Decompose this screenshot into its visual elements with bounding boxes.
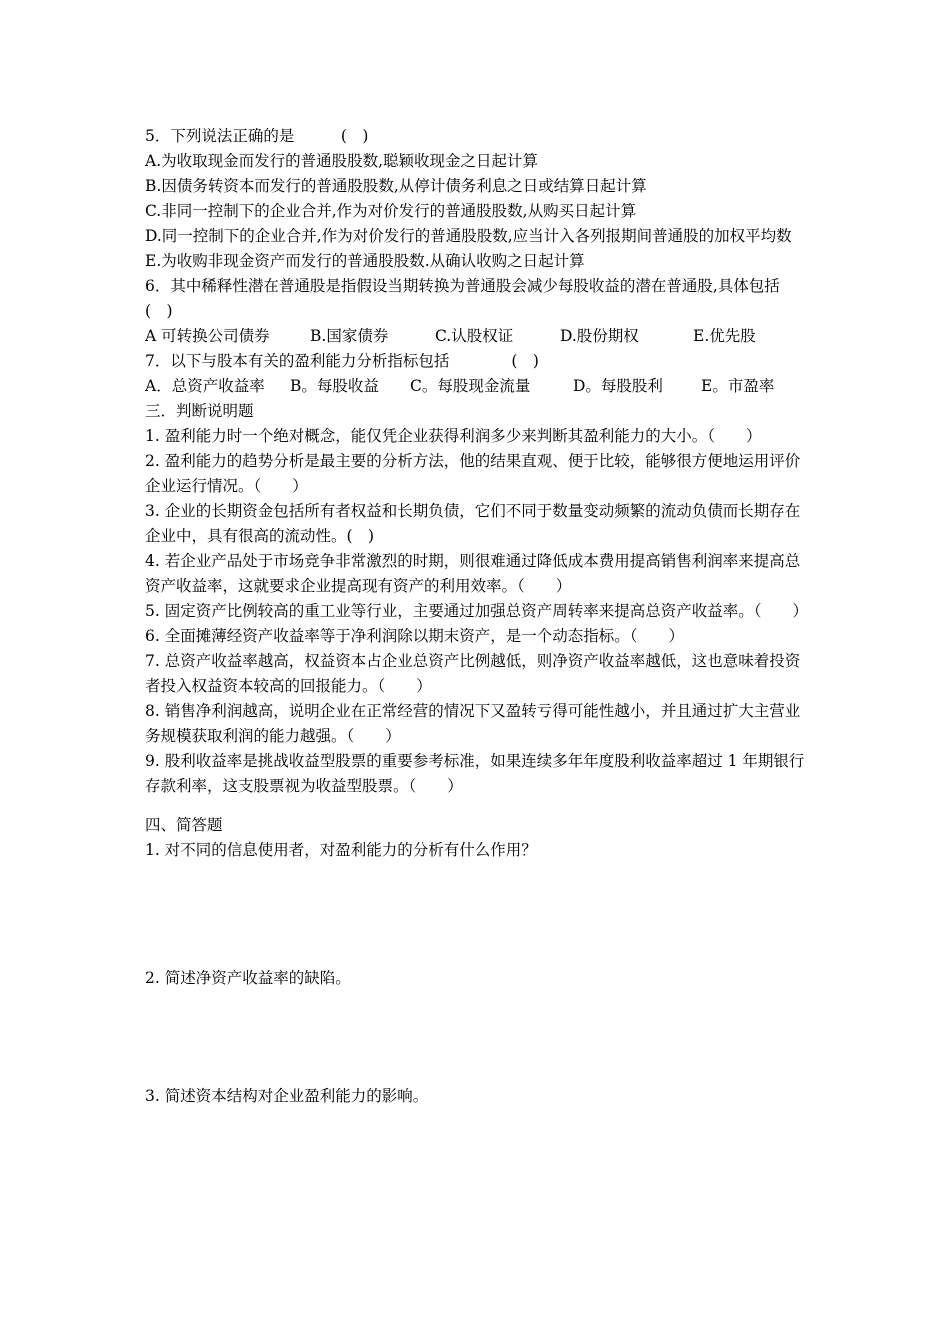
section-title: 四、简答题 [145,816,223,834]
section-short-answer [145,813,813,1109]
option-d: D。每股股利 [573,377,663,395]
section-title: 三．判断说明题 [145,402,254,420]
question-6 [145,274,813,349]
option-d: D.同一控制下的企业合并,作为对价发行的普通股股数,应当计入各列报期间普通股的加权平均数 [145,227,792,245]
option-c: C.非同一控制下的企业合并,作为对价发行的普通股股数,从购买日起计算 [145,202,637,220]
short-answer-question: 3. 简述资本结构对企业盈利能力的影响。 [145,1087,429,1105]
option-b: B.因债务转资本而发行的普通股股数,从停计债务利息之日或结算日起计算 [145,177,647,195]
question-stem: 5．下列说法正确的是 ( ) [145,127,369,145]
judgement-item: 7. 总资产收益率越高，权益资本占企业总资产比例越低，则净资产收益率越低，这也意味着投资者投入权益资本较高的回报能力。（ ） [145,652,801,695]
option-d: D.股份期权 [560,327,639,345]
option-e: E.优先股 [693,327,756,345]
judgement-item: 1. 盈利能力时一个绝对概念，能仅凭企业获得利润多少来判断其盈利能力的大小。（ ） [145,427,762,445]
short-answer-question: 1. 对不同的信息使用者，对盈利能力的分析有什么作用？ [145,841,537,859]
option-a: A．总资产收益率 [145,377,265,395]
answer-space [145,991,813,1084]
judgement-item: 5. 固定资产比例较高的重工业等行业，主要通过加强总资产周转率来提高总资产收益率。（ ） [145,602,808,620]
judgement-item: 3. 企业的长期资金包括所有者权益和长期负债，它们不同于数量变动频繁的流动负债而长期存在企业中，具有很高的流动性。( ) [145,502,801,545]
short-answer-question: 2. 简述净资产收益率的缺陷。 [145,969,351,987]
option-row [145,374,813,399]
option-c: C.认股权证 [435,327,514,345]
document-content [145,124,813,1109]
answer-space [145,863,813,966]
question-stem: 7．以下与股本有关的盈利能力分析指标包括 ( ) [145,352,539,370]
option-e: E。市盈率 [701,377,775,395]
spacer [145,799,813,813]
question-stem: 6．其中稀释性潜在普通股是指假设当期转换为普通股会减少每股收益的潜在普通股,具体包括 ( ) [145,277,811,320]
judgement-item: 6. 全面摊薄经资产收益率等于净利润除以期末资产，是一个动态指标。（ ） [145,627,684,645]
question-5 [145,124,813,274]
judgement-item: 8. 销售净利润越高，说明企业在正常经营的情况下又盈转亏得可能性越小，并且通过扩大主营业务规模获取利润的能力越强。（ ） [145,702,801,745]
option-c: C。每股现金流量 [410,377,531,395]
question-7 [145,349,813,399]
option-a: A.为收取现金而发行的普通股股数,聪颖收现金之日起计算 [145,152,539,170]
judgement-item: 9. 股利收益率是挑战收益型股票的重要参考标准，如果连续多年年度股利收益率超过 1 年期银行存款利率，这支股票视为收益型股票。（ ） [145,752,805,795]
option-e: E.为收购非现金资产而发行的普通股股数.从确认收购之日起计算 [145,252,585,270]
option-row [145,324,813,349]
judgement-item: 4. 若企业产品处于市场竞争非常激烈的时期，则很难通过降低成本费用提高销售利润率来提高总资产收益率，这就要求企业提高现有资产的利用效率。（ ） [145,552,801,595]
section-judgement [145,399,813,799]
judgement-item: 2. 盈利能力的趋势分析是最主要的分析方法，他的结果直观、便于比较，能够很方便地运用评价企业运行情况。（ ） [145,452,801,495]
option-b: B.国家债券 [310,327,389,345]
option-b: B。每股收益 [290,377,379,395]
option-a: A 可转换公司债券 [145,327,270,345]
